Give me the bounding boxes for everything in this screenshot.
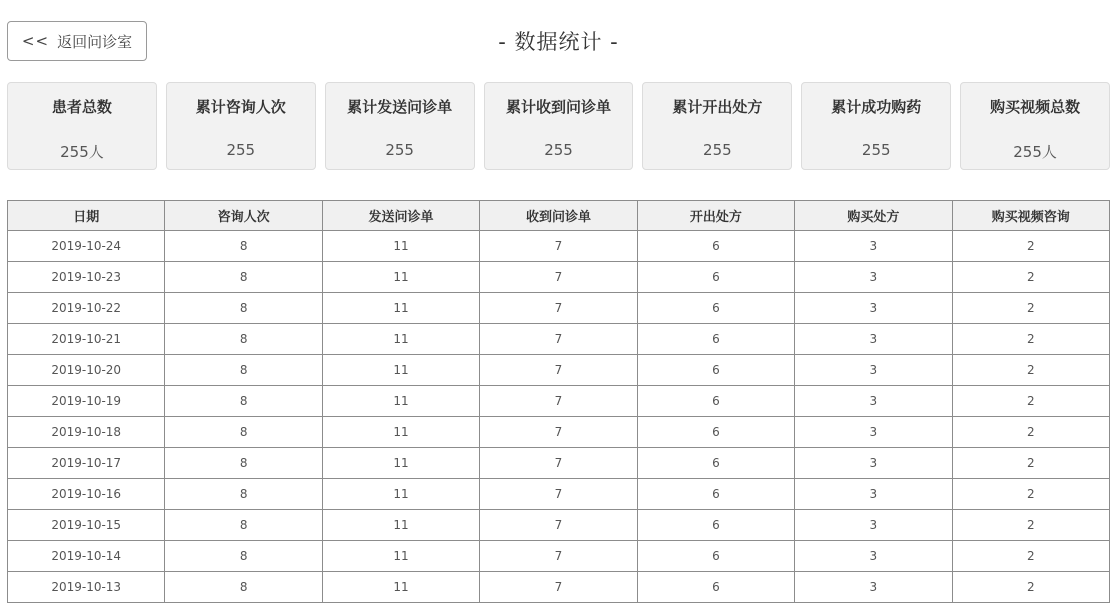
cell-consult-count: 8 [165, 262, 322, 293]
cell-date: 2019-10-14 [8, 541, 165, 572]
cell-date: 2019-10-18 [8, 417, 165, 448]
cell-prescriptions-bought: 3 [795, 386, 952, 417]
cell-forms-received: 7 [480, 262, 637, 293]
daily-stats-table [7, 200, 1110, 603]
summary-card-forms-received [484, 82, 634, 170]
cell-prescriptions-bought: 3 [795, 293, 952, 324]
cell-video-consults-bought: 2 [952, 355, 1109, 386]
cell-forms-sent: 11 [322, 448, 479, 479]
cell-forms-sent: 11 [322, 541, 479, 572]
table-row [8, 510, 1110, 541]
column-header-forms-sent: 发送问诊单 [322, 201, 479, 231]
cell-forms-sent: 11 [322, 417, 479, 448]
cell-date: 2019-10-22 [8, 293, 165, 324]
cell-forms-received: 7 [480, 293, 637, 324]
table-row [8, 262, 1110, 293]
table-row [8, 448, 1110, 479]
table-row [8, 541, 1110, 572]
column-header-date: 日期 [8, 201, 165, 231]
cell-prescriptions-issued: 6 [637, 262, 794, 293]
table-row [8, 417, 1110, 448]
card-label: 购买视频总数 [990, 98, 1081, 116]
cell-prescriptions-issued: 6 [637, 572, 794, 603]
cell-video-consults-bought: 2 [952, 417, 1109, 448]
table-row [8, 355, 1110, 386]
card-label: 患者总数 [51, 98, 112, 116]
double-chevron-left-icon: << [21, 32, 50, 50]
cell-prescriptions-bought: 3 [795, 324, 952, 355]
cell-video-consults-bought: 2 [952, 448, 1109, 479]
table-row [8, 324, 1110, 355]
cell-prescriptions-issued: 6 [637, 417, 794, 448]
cell-prescriptions-issued: 6 [637, 448, 794, 479]
cell-forms-sent: 11 [322, 231, 479, 262]
cell-prescriptions-issued: 6 [637, 231, 794, 262]
cell-video-consults-bought: 2 [952, 572, 1109, 603]
cell-consult-count: 8 [165, 541, 322, 572]
column-header-prescriptions-bought: 购买处方 [795, 201, 952, 231]
table-body [8, 231, 1110, 603]
card-label: 累计开出处方 [672, 98, 763, 116]
cell-forms-received: 7 [480, 417, 637, 448]
cell-forms-received: 7 [480, 231, 637, 262]
summary-card-forms-sent [325, 82, 475, 170]
page-title: - 数据统计 - [498, 30, 619, 54]
cell-forms-sent: 11 [322, 324, 479, 355]
back-button-label: 返回问诊室 [57, 32, 133, 51]
cell-date: 2019-10-24 [8, 231, 165, 262]
cell-prescriptions-issued: 6 [637, 510, 794, 541]
cell-consult-count: 8 [165, 324, 322, 355]
cell-prescriptions-issued: 6 [637, 479, 794, 510]
cell-consult-count: 8 [165, 355, 322, 386]
cell-forms-sent: 11 [322, 293, 479, 324]
cell-date: 2019-10-16 [8, 479, 165, 510]
cell-forms-sent: 11 [322, 262, 479, 293]
cell-consult-count: 8 [165, 510, 322, 541]
cell-prescriptions-bought: 3 [795, 231, 952, 262]
column-header-consult-count: 咨询人次 [165, 201, 322, 231]
cell-forms-sent: 11 [322, 355, 479, 386]
card-value: 255 [861, 141, 891, 159]
cell-prescriptions-bought: 3 [795, 572, 952, 603]
cell-consult-count: 8 [165, 231, 322, 262]
cell-consult-count: 8 [165, 417, 322, 448]
cell-date: 2019-10-19 [8, 386, 165, 417]
cell-prescriptions-issued: 6 [637, 386, 794, 417]
cell-prescriptions-bought: 3 [795, 541, 952, 572]
cell-video-consults-bought: 2 [952, 510, 1109, 541]
card-value: 255 [385, 141, 414, 159]
cell-consult-count: 8 [165, 293, 322, 324]
cell-prescriptions-bought: 3 [795, 479, 952, 510]
table-row [8, 386, 1110, 417]
cell-forms-received: 7 [480, 448, 637, 479]
cell-forms-sent: 11 [322, 479, 479, 510]
cell-consult-count: 8 [165, 448, 322, 479]
cell-video-consults-bought: 2 [952, 479, 1109, 510]
cell-prescriptions-issued: 6 [637, 293, 794, 324]
summary-card-total-consultations [166, 82, 316, 170]
cell-consult-count: 8 [165, 572, 322, 603]
column-header-video-consults-bought: 购买视频咨询 [952, 201, 1109, 231]
cell-prescriptions-issued: 6 [637, 541, 794, 572]
cell-forms-received: 7 [480, 510, 637, 541]
cell-video-consults-bought: 2 [952, 541, 1109, 572]
cell-forms-received: 7 [480, 479, 637, 510]
cell-forms-sent: 11 [322, 572, 479, 603]
cell-forms-sent: 11 [322, 386, 479, 417]
cell-video-consults-bought: 2 [952, 262, 1109, 293]
cell-prescriptions-bought: 3 [795, 417, 952, 448]
cell-video-consults-bought: 2 [952, 324, 1109, 355]
table-row [8, 479, 1110, 510]
cell-forms-received: 7 [480, 541, 637, 572]
card-value: 255 [226, 141, 256, 159]
column-header-forms-received: 收到问诊单 [480, 201, 637, 231]
summary-cards [7, 82, 1110, 170]
card-value: 255人 [60, 143, 104, 161]
card-value: 255 [544, 141, 573, 159]
cell-date: 2019-10-15 [8, 510, 165, 541]
cell-date: 2019-10-17 [8, 448, 165, 479]
cell-prescriptions-issued: 6 [637, 324, 794, 355]
cell-forms-received: 7 [480, 355, 637, 386]
cell-forms-received: 7 [480, 324, 637, 355]
table-header-row [8, 201, 1110, 231]
card-label: 累计咨询人次 [195, 98, 286, 116]
summary-card-total-patients [7, 82, 157, 170]
cell-forms-sent: 11 [322, 510, 479, 541]
cell-forms-received: 7 [480, 386, 637, 417]
card-label: 累计发送问诊单 [347, 98, 453, 116]
table-row [8, 572, 1110, 603]
cell-consult-count: 8 [165, 479, 322, 510]
table-row [8, 231, 1110, 262]
summary-card-video-purchases [960, 82, 1110, 170]
cell-video-consults-bought: 2 [952, 231, 1109, 262]
cell-prescriptions-issued: 6 [637, 355, 794, 386]
card-label: 累计成功购药 [831, 98, 922, 116]
summary-card-successful-purchases [801, 82, 951, 170]
cell-consult-count: 8 [165, 386, 322, 417]
cell-prescriptions-bought: 3 [795, 262, 952, 293]
table-row [8, 293, 1110, 324]
cell-video-consults-bought: 2 [952, 386, 1109, 417]
summary-card-prescriptions-issued [642, 82, 792, 170]
cell-video-consults-bought: 2 [952, 293, 1109, 324]
cell-prescriptions-bought: 3 [795, 355, 952, 386]
card-label: 累计收到问诊单 [506, 98, 612, 116]
cell-date: 2019-10-21 [8, 324, 165, 355]
card-value: 255人 [1013, 143, 1057, 161]
column-header-prescriptions-issued: 开出处方 [637, 201, 794, 231]
cell-forms-received: 7 [480, 572, 637, 603]
card-value: 255 [703, 141, 732, 159]
cell-date: 2019-10-13 [8, 572, 165, 603]
cell-prescriptions-bought: 3 [795, 448, 952, 479]
cell-date: 2019-10-23 [8, 262, 165, 293]
cell-prescriptions-bought: 3 [795, 510, 952, 541]
cell-date: 2019-10-20 [8, 355, 165, 386]
